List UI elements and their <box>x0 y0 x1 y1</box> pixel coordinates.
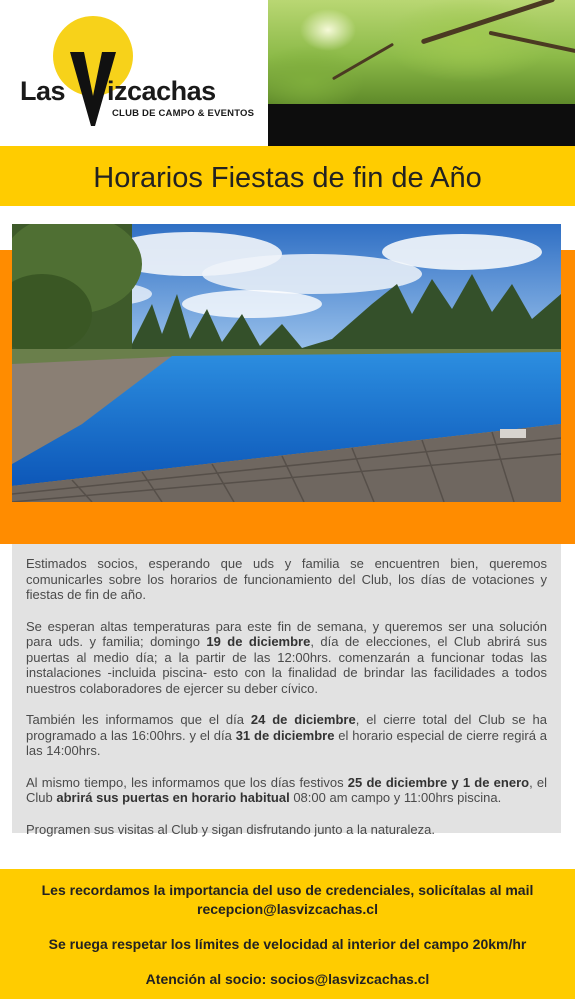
footer-reception-email[interactable]: recepcion@lasvizcachas.cl <box>197 901 378 917</box>
header <box>0 0 575 146</box>
footer-member-contact[interactable]: Atención al socio: socios@lasvizcachas.cl <box>145 971 430 987</box>
paragraph-intro: Estimados socios, esperando que uds y familia se encuentren bien, queremos comunicarles sobre los horarios de funcionamiento del Club, los días de votaciones y fiestas de fin de año. <box>26 556 547 602</box>
paragraph-elections: Se esperan altas temperaturas para este fin de semana, y queremos ser una solución para uds. y familia; domingo 19 de diciembre, día de elecciones, el Club abrirá sus puertas al medio día; a la partir de las 12:00hrs. comenzarán a funcionar todas las instalaciones -incluida piscina- esto con la finalidad de brindar las facilidades a todos nuestros colaboradores de ejercer su deber cívico. <box>26 618 547 696</box>
body-text-box <box>12 544 561 837</box>
logo-v-icon <box>70 52 116 126</box>
page-title: Horarios Fiestas de fin de Año <box>93 162 482 194</box>
club-logo[interactable] <box>0 0 268 140</box>
footer-speed-limit: Se ruega respetar los límites de velocidad al interior del campo 20km/hr <box>48 936 527 952</box>
logo-tagline: CLUB DE CAMPO & EVENTOS <box>112 108 255 119</box>
paragraph-closing: Programen sus visitas al Club y sigan disfrutando junto a la naturaleza. <box>26 821 435 837</box>
pool-photo <box>12 224 561 502</box>
footer-credentials-text: Les recordamos la importancia del uso de credenciales, solicítalas al mail <box>41 882 534 898</box>
footer <box>0 869 575 999</box>
header-tree-photo <box>268 0 575 104</box>
logo-wordmark: Las izcachas <box>20 76 216 106</box>
header-black-band <box>268 104 575 146</box>
paragraph-closing-hours: También les informamos que el día 24 de diciembre, el cierre total del Club se ha programado a las 16:00hrs. y el día 31 de diciembre el horario especial de cierre regirá a las 14:00hrs. <box>26 712 547 758</box>
title-band <box>0 146 575 206</box>
paragraph-holidays: Al mismo tiempo, les informamos que los días festivos 25 de diciembre y 1 de enero, el Club abrirá sus puertas en horario habitual 08:00 am campo y 11:00hrs piscina. <box>26 774 548 805</box>
